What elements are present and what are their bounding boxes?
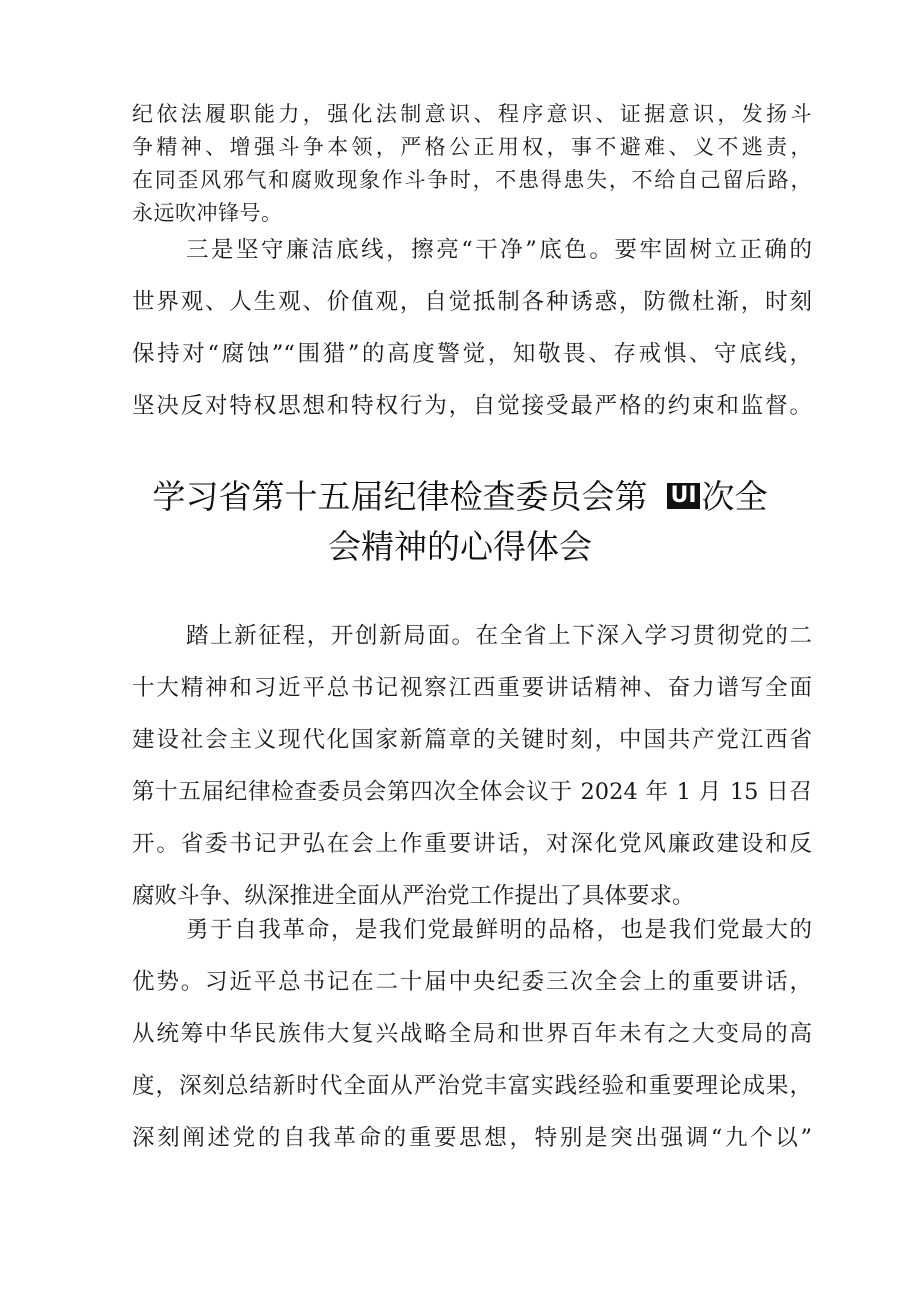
text-line: 争精神、增强斗争本领，严格公正用权，事不避难、义不逃责， (132, 135, 812, 159)
text-line: 三是坚守廉洁底线，擦亮“干净”底色。要牢固树立正确的 (186, 237, 812, 263)
title-line-2: 会精神的心得体会 (328, 527, 592, 566)
text-line: 开。省委书记尹弘在会上作重要讲话，对深化党风廉政建设和反 (132, 831, 812, 857)
title-text-start: 学习省第十五届纪律检查委员会第 (152, 477, 648, 516)
text-line: 优势。习近平总书记在二十届中央纪委三次全会上的重要讲话， (132, 969, 812, 995)
text-line: 踏上新征程，开创新局面。在全省上下深入学习贯彻党的二 (186, 623, 812, 649)
text-line: 勇于自我革命，是我们党最鲜明的品格，也是我们党最大的 (186, 917, 812, 943)
text-line: 腐败斗争、纵深推进全面从严治党工作提出了具体要求。 (132, 883, 695, 909)
title-line-1 (100, 472, 820, 522)
paragraph-self-revolution (132, 904, 812, 1164)
text-line: 第十五届纪律检查委员会第四次全体会议于 2024 年 1 月 15 日召 (132, 779, 812, 805)
garbled-glyph: UI (667, 483, 699, 509)
text-line: 从统筹中华民族伟大复兴战略全局和世界百年未有之大变局的高 (132, 1021, 812, 1047)
text-line: 纪依法履职能力，强化法制意识、程序意识、证据意识，发扬斗 (132, 102, 812, 126)
article-title (100, 472, 820, 572)
text-line: 十大精神和习近平总书记视察江西重要讲话精神、奋力谱写全面 (132, 675, 812, 701)
text-line: 坚决反对特权思想和特权行为，自觉接受最严格的约束和监督。 (132, 393, 812, 419)
title-text-end: 次全 (701, 477, 768, 516)
paragraph-intro (132, 610, 812, 922)
text-line: 保持对“腐蚀”“围猎”的高度警觉，知敬畏、存戒惧、守底线， (132, 341, 812, 367)
paragraph-integrity (132, 224, 812, 432)
text-line: 在同歪风邪气和腐败现象作斗争时，不患得患失，不给自己留后路， (132, 168, 812, 192)
text-line: 深刻阐述党的自我革命的重要思想，特别是突出强调“九个以” (132, 1125, 812, 1151)
paragraph-continuation (132, 98, 812, 230)
text-line: 建设社会主义现代化国家新篇章的关键时刻，中国共产党江西省 (132, 727, 812, 753)
text-line: 世界观、人生观、价值观，自觉抵制各种诱惑，防微杜渐，时刻 (132, 289, 812, 315)
text-line: 度，深刻总结新时代全面从严治党丰富实践经验和重要理论成果， (132, 1073, 812, 1099)
text-line: 永远吹冲锋号。 (132, 201, 283, 225)
